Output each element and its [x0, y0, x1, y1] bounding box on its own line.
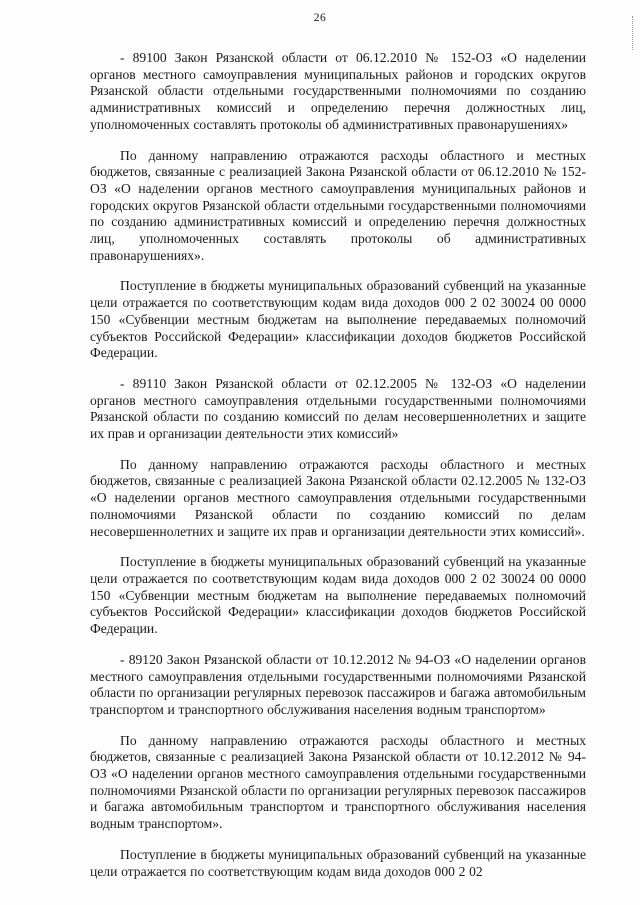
- paragraph-law-89120: - 89120 Закон Рязанской области от 10.12.2012 № 94-ОЗ «О наделении органов местного самоуправления отдельными государственными полномочиями Рязанской области по организации регулярных перевозок пассажиров и багажа автомобильным транспортом и транспортного обслуживания населения водным транспортом»: [90, 651, 586, 717]
- paragraph-revenue-89100: Поступление в бюджеты муниципальных образований субвенций на указанные цели отражается по соответствующим кодам вида доходов 000 2 02 30024 00 0000 150 «Субвенции местным бюджетам на выполнение передаваемых полномочий субъектов Российской Федерации» классификации доходов бюджетов Российской Федерации.: [90, 278, 586, 361]
- paragraph-revenue-89110: Поступление в бюджеты муниципальных образований субвенций на указанные цели отражается по соответствующим кодам вида доходов 000 2 02 30024 00 0000 150 «Субвенции местным бюджетам на выполнение передаваемых полномочий субъектов Российской Федерации» классификации доходов бюджетов Российской Федерации.: [90, 554, 586, 637]
- paragraph-revenue-89120: Поступление в бюджеты муниципальных образований субвенций на указанные цели отражается по соответствующим кодам вида доходов 000 2 02: [90, 846, 586, 879]
- paragraph-expenses-89110: По данному направлению отражаются расходы областного и местных бюджетов, связанные с реализацией Закона Рязанской области 02.12.2005 № 132-ОЗ «О наделении органов местного самоуправления отдельными государственными полномочиями Рязанской области по созданию комиссий по делам несовершеннолетних и защите их прав и организации деятельности этих комиссий».: [90, 456, 586, 539]
- paragraph-expenses-89100: По данному направлению отражаются расходы областного и местных бюджетов, связанные с реализацией Закона Рязанской области от 06.12.2010 № 152-ОЗ «О наделении органов местного самоуправления муниципальных районов и городских округов Рязанской области отдельными государственными полномочиями по созданию административных комиссий и определению перечня должностных лиц, уполномоченных составлять протоколы об административных правонарушениях».: [90, 147, 586, 263]
- paragraph-law-89100: - 89100 Закон Рязанской области от 06.12.2010 № 152-ОЗ «О наделении органов местного самоуправления муниципальных районов и городских округов Рязанской области отдельными государственными полномочиями по созданию административных комиссий и определению перечня должностных лиц, уполномоченных составлять протоколы об административных правонарушениях»: [90, 50, 586, 132]
- paragraph-expenses-89120: По данному направлению отражаются расходы областного и местных бюджетов, связанные с реализацией Закона Рязанской области от 10.12.2012 № 94-ОЗ «О наделении органов местного самоуправления отдельными государственными полномочиями Рязанской области по организации регулярных перевозок пассажиров и багажа автомобильным транспортом и транспортного обслуживания населения водным транспортом».: [90, 732, 587, 832]
- page-number: 26: [313, 12, 327, 24]
- paragraph-law-89110: - 89110 Закон Рязанской области от 02.12.2005 № 132-ОЗ «О наделении органов местного самоуправления отдельными государственными полномочиями Рязанской области по созданию комиссий по делам несовершеннолетних и защите их прав и организации деятельности этих комиссий»: [90, 375, 586, 442]
- document-body: [90, 50, 586, 894]
- scan-edge-mark: [632, 16, 636, 50]
